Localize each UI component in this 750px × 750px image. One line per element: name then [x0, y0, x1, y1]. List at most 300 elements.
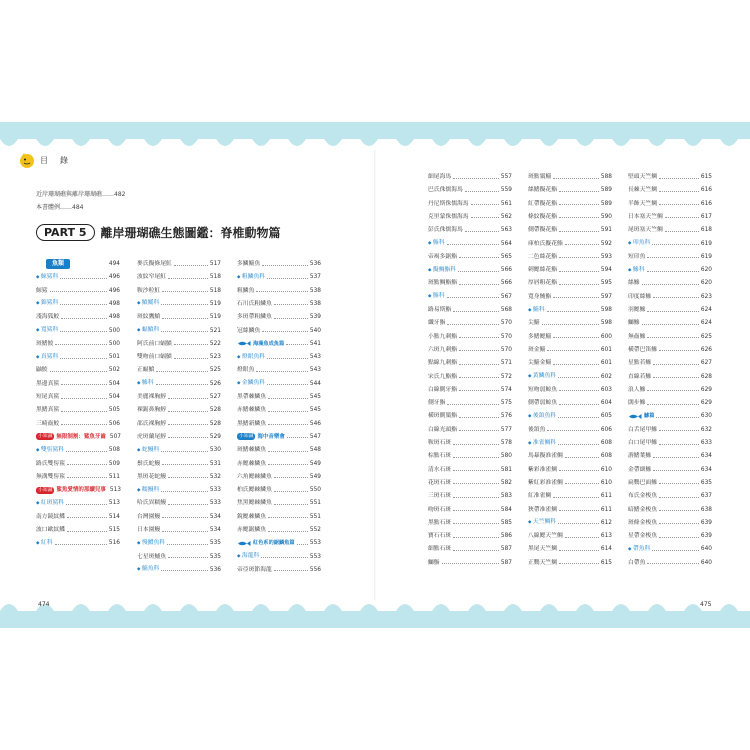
page-ref: 533	[209, 487, 221, 494]
page-ref: 627	[700, 360, 712, 367]
leader-dots	[565, 483, 599, 484]
leader-dots	[665, 217, 699, 218]
page-ref: 588	[600, 174, 612, 180]
page-ref: 619	[700, 253, 712, 260]
page-ref: 500	[108, 327, 120, 334]
species-entry	[528, 239, 612, 249]
page-ref: 610	[600, 479, 612, 486]
species-entry	[428, 358, 512, 368]
entry-name: 金帶細鰺	[628, 466, 652, 473]
feature-entry	[237, 538, 321, 548]
leader-dots	[459, 430, 499, 431]
species-entry	[628, 278, 712, 288]
species-entry	[628, 292, 712, 302]
leader-dots	[559, 217, 599, 218]
page-ref: 586	[500, 533, 512, 540]
page-ref: 630	[700, 413, 712, 420]
species-entry	[528, 505, 612, 515]
page-ref: 517	[209, 261, 221, 267]
page-ref: 540	[309, 327, 321, 334]
entry-name: 半飾天竺鯛	[628, 200, 657, 207]
leader-dots	[659, 497, 699, 498]
entry-name: 短尾真鯊	[36, 394, 60, 400]
leader-dots	[558, 417, 599, 418]
family-entry	[428, 292, 512, 302]
species-entry	[36, 312, 120, 322]
species-entry	[237, 485, 321, 495]
entry-name: 黑斑花蛇鰻	[137, 473, 166, 480]
species-entry	[528, 185, 612, 195]
page-ref: 634	[700, 466, 712, 473]
species-entry	[237, 405, 321, 415]
entry-name: 寬身鮪鮨	[528, 293, 552, 300]
entry-name: ◆ 鯔魚科	[137, 564, 159, 575]
species-entry	[36, 379, 120, 389]
entry-name: 石川氏粗鱗魚	[237, 300, 272, 307]
entry-name: ◆ 燈眼魚科	[237, 352, 265, 363]
entry-name: 台灣園鰻	[137, 513, 161, 520]
entry-name: 羽鰓鰺	[628, 307, 646, 313]
bottom-wave-band	[0, 598, 750, 628]
species-entry	[237, 365, 321, 375]
page-ref: 566	[500, 280, 512, 287]
species-entry	[428, 465, 512, 475]
species-entry	[528, 265, 612, 275]
family-entry	[137, 485, 221, 495]
family-entry	[628, 239, 712, 249]
species-entry	[628, 305, 712, 315]
family-entry	[36, 299, 120, 309]
leader-dots	[274, 504, 308, 505]
entry-name: ◆ 蝠鱝科	[137, 325, 159, 336]
entry-name: 巴氏侏儒海馬	[428, 187, 463, 194]
page-ref: 506	[108, 420, 120, 427]
leader-dots	[174, 265, 208, 266]
leader-dots	[453, 311, 499, 312]
entry-name: 六斑九刺鮨	[428, 346, 457, 353]
page-ref: 494	[108, 261, 120, 267]
species-entry	[137, 286, 221, 296]
page-ref: 552	[309, 527, 321, 533]
page-ref: 528	[209, 420, 221, 427]
species-entry	[237, 259, 321, 269]
leader-dots	[161, 331, 208, 332]
entry-name: 南方鏡紋鰈	[36, 513, 65, 520]
page-ref: 513	[109, 487, 121, 494]
page-ref: 530	[209, 447, 221, 454]
species-entry	[137, 392, 221, 402]
leader-dots	[453, 537, 499, 538]
page-ref: 587	[500, 559, 512, 566]
leader-dots	[67, 517, 107, 518]
leader-dots	[262, 331, 308, 332]
entry-name: ◆ 後頜魚科	[528, 411, 556, 422]
page-ref: 614	[600, 546, 612, 553]
page-ref: 541	[309, 340, 321, 347]
leader-dots	[659, 523, 699, 524]
species-entry	[237, 286, 321, 296]
page-ref: 509	[108, 460, 120, 467]
leader-dots	[647, 563, 699, 564]
entry-name: 紫彩准雀鯛	[528, 466, 557, 473]
entry-name: 側牙鮨	[428, 400, 446, 407]
species-entry	[137, 272, 221, 282]
species-entry	[237, 498, 321, 508]
entry-name: 細尾海馬	[428, 174, 452, 180]
species-entry	[428, 398, 512, 408]
species-entry	[237, 459, 321, 469]
toc-title: 目 錄	[40, 156, 70, 165]
species-entry	[36, 525, 120, 535]
entry-name: 裸鋸鼻胸鯙	[137, 407, 166, 414]
page-ref: 538	[309, 300, 321, 307]
leader-dots	[659, 444, 699, 445]
entry-name: 鯨鯊	[36, 287, 48, 294]
entry-name: 彭氏侏儒海馬	[428, 227, 463, 234]
entry-name: 短印魚	[628, 253, 646, 260]
entry-name: 狹帶准雀鯛	[528, 506, 557, 513]
page-ref: 613	[600, 533, 612, 540]
entry-name: ◆ 准雀鯛科	[528, 438, 556, 449]
page-ref: 580	[500, 453, 512, 460]
page-ref: 600	[600, 333, 612, 340]
family-entry	[36, 352, 120, 362]
leader-dots	[659, 191, 699, 192]
page-ref: 538	[309, 287, 321, 294]
page-ref: 500	[108, 340, 120, 347]
leader-dots	[67, 531, 107, 532]
page-ref: 633	[700, 440, 712, 446]
page-ref: 616	[700, 200, 712, 207]
entry-name: 寶石石斑	[428, 533, 452, 540]
entry-name: 黑鰭真鯊	[36, 407, 60, 414]
page-ref: 502	[108, 367, 120, 374]
leader-dots	[168, 424, 208, 425]
leader-dots	[465, 231, 499, 232]
entry-name: 雙吻前口蝠鱝	[137, 354, 172, 361]
page-ref: 553	[309, 553, 321, 560]
entry-name: 波紋窄尾魟	[137, 274, 166, 281]
leader-dots	[268, 424, 308, 425]
page-ref: 612	[600, 519, 612, 526]
page-ref: 611	[600, 506, 612, 513]
species-entry	[428, 345, 512, 355]
page-ref: 525	[209, 367, 221, 374]
leader-dots	[267, 278, 308, 279]
species-entry	[237, 565, 321, 575]
leader-dots	[60, 331, 107, 332]
species-entry	[628, 465, 712, 475]
entry-name: 六角鰓棘鱗魚	[237, 473, 272, 480]
leader-dots	[471, 204, 499, 205]
species-entry	[628, 185, 712, 195]
feature-tag	[237, 339, 284, 348]
family-entry	[137, 326, 221, 336]
leader-dots	[559, 271, 599, 272]
page-ref: 565	[500, 253, 512, 260]
leader-dots	[647, 390, 699, 391]
entry-name: 印度絲鰺	[628, 293, 652, 300]
fish-icon	[237, 540, 251, 547]
entry-name: ◆ 紅科	[36, 538, 53, 549]
entry-name: 側帶擬花鮨	[528, 227, 557, 234]
species-entry	[628, 225, 712, 235]
species-entry	[628, 531, 712, 541]
leader-dots	[268, 531, 308, 532]
leader-dots	[665, 231, 699, 232]
entry-name: 橫帶巴笛鰺	[628, 346, 657, 353]
entry-name: ◆ 鯔科	[528, 305, 545, 316]
page-ref: 606	[600, 426, 612, 433]
leader-dots	[268, 517, 308, 518]
family-entry	[137, 565, 221, 575]
page-ref: 602	[600, 373, 612, 380]
species-entry	[628, 491, 712, 501]
feature-entry	[237, 339, 321, 349]
entry-name: 波口歐紋鰈	[36, 527, 65, 533]
entry-name: 紅帶擬花鮨	[528, 200, 557, 207]
page-ref: 516	[108, 540, 120, 547]
family-entry	[137, 445, 221, 455]
leader-dots	[61, 318, 107, 319]
species-entry	[36, 512, 120, 522]
species-entry	[628, 332, 712, 342]
species-entry	[137, 432, 221, 442]
leader-dots	[547, 430, 599, 431]
leader-dots	[174, 344, 208, 345]
entry-name: 日本塞天竺鯛	[628, 213, 663, 220]
entry-name: 白帶魚	[628, 559, 646, 566]
page-ref: 605	[600, 413, 612, 420]
knowledge-title: 無限制割：鯊魚牙齒	[56, 433, 106, 440]
knowledge-pill: 小知識	[38, 487, 53, 493]
entry-name: ◆ 鯨鯊科	[36, 272, 58, 283]
fish-icon	[628, 413, 642, 420]
page-ref: 547	[309, 433, 321, 440]
family-entry	[628, 265, 712, 275]
species-entry	[237, 392, 321, 402]
family-entry	[237, 352, 321, 362]
leader-dots	[659, 537, 699, 538]
leader-dots	[67, 477, 107, 478]
page-ref: 523	[209, 354, 221, 361]
entry-name: ◆ 鱝鰩科	[137, 298, 159, 309]
feature-tag	[237, 539, 295, 548]
family-entry	[528, 518, 612, 528]
leader-dots	[453, 483, 499, 484]
species-entry	[36, 339, 120, 349]
leader-dots	[653, 470, 699, 471]
entry-name: 宋氏九鮨鮨	[428, 373, 457, 380]
leader-dots	[547, 311, 599, 312]
entry-name: 星點若鰺	[628, 360, 652, 367]
entry-name: 尖鯔金鯔	[528, 360, 552, 367]
entry-name: 橫斑側鬚鮨	[428, 413, 457, 420]
species-entry	[628, 438, 712, 448]
leader-dots	[471, 217, 499, 218]
species-entry	[528, 398, 612, 408]
leader-dots	[447, 297, 499, 298]
entry-name: 銳鰓棘鱗魚	[237, 513, 266, 520]
species-entry	[628, 385, 712, 395]
species-entry	[428, 172, 512, 182]
page-ref: 556	[309, 566, 321, 573]
page-ref: 528	[209, 407, 221, 414]
species-entry	[36, 365, 120, 375]
part-title: 離岸珊瑚礁生態圖鑑：脊椎動物篇	[100, 226, 281, 240]
leader-dots	[261, 557, 308, 558]
leader-dots	[262, 265, 308, 266]
leader-dots	[553, 364, 599, 365]
leader-dots	[162, 291, 208, 292]
page-ref: 534	[209, 513, 221, 520]
knowledge-title: 鯊魚愛情的那續兒事	[56, 487, 106, 494]
entry-name: 棕點石斑	[428, 453, 452, 460]
species-entry	[237, 512, 321, 522]
page-ref: 548	[309, 447, 321, 454]
page-ref: 545	[309, 407, 321, 414]
entry-name: 條紋擬花鮨	[528, 213, 557, 220]
entry-name: 柏氏鰓棘鱗魚	[237, 487, 272, 494]
knowledge-entry	[36, 432, 120, 442]
entry-name: ◆ 真鯊科	[36, 352, 58, 363]
entry-name: 鼬鮫	[36, 367, 48, 374]
species-entry	[528, 385, 612, 395]
leader-dots	[168, 477, 208, 478]
leader-dots	[274, 318, 308, 319]
leader-dots	[458, 271, 499, 272]
entry-name: 扁鸚巴面鰺	[628, 479, 657, 486]
species-entry	[528, 212, 612, 222]
page-ref: 597	[600, 293, 612, 300]
entry-name: 紫紅彩准雀鯛	[528, 479, 563, 486]
species-entry	[528, 491, 612, 501]
entry-name: ◆ 帶魚科	[628, 544, 650, 555]
page-ref: 504	[108, 394, 120, 400]
entry-name: 白線側牙鮨	[428, 386, 457, 393]
entry-name: 長棘天竺鯛	[628, 187, 657, 194]
entry-name: 闊步鰺	[628, 400, 646, 407]
entry-name: 短吻弱鯨魚	[528, 386, 557, 393]
page-ref: 539	[309, 314, 321, 321]
feature-entry	[628, 411, 712, 421]
entry-name: 正鸚天竺鯛	[528, 559, 557, 566]
species-entry	[428, 225, 512, 235]
leader-dots	[447, 244, 499, 245]
species-entry	[528, 544, 612, 554]
entry-name: 二色絲花鮨	[528, 253, 557, 260]
leader-dots	[553, 497, 599, 498]
leader-dots	[168, 437, 208, 438]
leader-dots	[256, 291, 308, 292]
entry-name: 路易斯鮨	[428, 307, 452, 313]
page-ref: 629	[700, 386, 712, 393]
leader-dots	[559, 204, 599, 205]
page-ref: 543	[309, 367, 321, 374]
species-entry	[528, 345, 612, 355]
species-entry	[528, 478, 612, 488]
leader-dots	[168, 557, 208, 558]
page-ref: 498	[108, 300, 120, 307]
entry-name: ◆ 蛇鰻科	[137, 445, 159, 456]
leader-dots	[559, 257, 599, 258]
entry-name: ◆ 鮨科	[428, 291, 445, 302]
leader-dots	[161, 491, 208, 492]
entry-name: 游鰭葉鰺	[628, 453, 652, 460]
leader-dots	[647, 337, 699, 338]
species-entry	[237, 525, 321, 535]
species-entry	[36, 419, 120, 429]
family-entry	[528, 372, 612, 382]
entry-name: 帝褐多鋸鮨	[428, 253, 457, 260]
book-spine-shadow	[374, 150, 376, 600]
species-entry	[137, 419, 221, 429]
page-ref: 550	[309, 487, 321, 494]
page-ref: 529	[209, 433, 221, 440]
page-ref: 640	[700, 546, 712, 553]
page-ref: 518	[209, 287, 221, 294]
entry-name: 虎斑蘭尾鯙	[137, 433, 166, 440]
page-ref: 590	[600, 213, 612, 220]
leader-dots	[453, 178, 499, 179]
knowledge-tag	[36, 432, 106, 441]
leader-dots	[659, 430, 699, 431]
entry-name: 黑帶棘鱗魚	[237, 394, 266, 400]
page-ref: 635	[700, 479, 712, 486]
part-label: PART 5	[36, 224, 95, 241]
species-entry	[528, 332, 612, 342]
entry-name: 正蝠鱝	[137, 367, 155, 374]
page-ref: 515	[108, 527, 120, 533]
entry-name: 赤鰓棘鱗魚	[237, 460, 266, 467]
page-ref: 632	[700, 426, 712, 433]
page-ref: 533	[209, 500, 221, 507]
leader-dots	[268, 398, 308, 399]
entry-name: 白線光頭鮨	[428, 426, 457, 433]
leader-dots	[459, 390, 499, 391]
page-ref: 571	[500, 360, 512, 367]
page-ref: 496	[108, 274, 120, 281]
leader-dots	[453, 550, 499, 551]
entry-name: ◆ 寬鯊科	[36, 325, 58, 336]
species-entry	[137, 552, 221, 562]
page-ref: 610	[600, 466, 612, 473]
page-ref: 581	[500, 466, 512, 473]
leader-dots	[547, 350, 599, 351]
page-ref: 566	[500, 267, 512, 274]
entry-name: 白舌尾甲鰺	[628, 426, 657, 433]
species-entry	[137, 405, 221, 415]
family-entry	[237, 272, 321, 282]
page-ref: 611	[600, 493, 612, 500]
leader-dots	[162, 464, 208, 465]
entry-name: 阿氏前口蝠鱝	[137, 340, 172, 347]
leader-dots	[60, 304, 107, 305]
leader-dots	[559, 231, 599, 232]
leader-dots	[653, 364, 699, 365]
leader-dots	[297, 544, 308, 545]
leader-dots	[67, 464, 107, 465]
leader-dots	[453, 523, 499, 524]
species-entry	[137, 339, 221, 349]
intro-line-2: 本書體例……484	[36, 204, 84, 211]
page-ref: 504	[108, 380, 120, 387]
species-entry	[428, 318, 512, 328]
entry-name: 赤鰓鋸鱗魚	[237, 527, 266, 533]
leader-dots	[447, 404, 499, 405]
leader-dots	[565, 457, 599, 458]
leader-dots	[559, 404, 599, 405]
